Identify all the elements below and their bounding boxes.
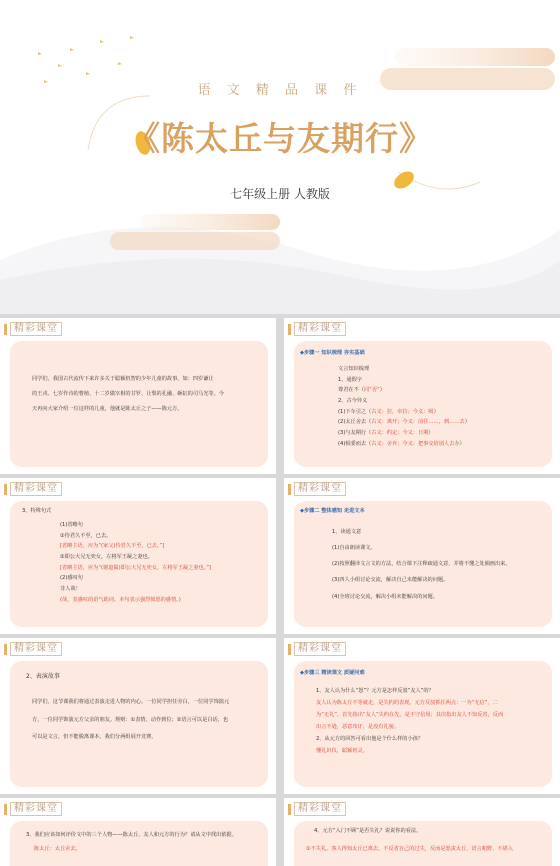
slide-7[interactable] — [0, 798, 276, 866]
cover-title: 《陈太丘与友期行》 — [127, 119, 433, 158]
knowledge-list: 文言知识梳理 1、通假字 尊君在不（同“否”） 2、古今异义 (1)下车引之（古义：拉，牵拉；今义：吸） (2)太丘舍去（古义：离开；今义：前往……，到……去） (3)与友期行（古义：约定；今义：日期） (4)相委而去（古义：舍弃；今义：把事交给别人去办） — [338, 366, 470, 447]
section-tag: 精彩课堂 — [4, 642, 62, 656]
section-tag: 精彩课堂 — [4, 802, 62, 816]
section-tag: 精彩课堂 — [4, 482, 62, 496]
step-heading: ◆步骤三 精读课文 质疑问难 — [300, 670, 365, 676]
slide-5[interactable] — [0, 638, 276, 794]
performance-text: 同学们，这节课我们将通过表演走进人物的内心。一位同学担任旁白，一位同学饰演元 方，一位同学饰演元方父亲的朋友。规则：①表情、动作到位；②语言可以是白话，也 可以是文言，但不能脱离课本。我们分两组展开竞赛。 — [32, 699, 230, 741]
intro-text: 同学们，我国古代流传下来许多关于聪颖机智的少年儿童的故事，如：四岁谦让 的王戎、七岁作诗的曹植、十二岁做宰相的甘罗、让梨的孔融、砸缸的司马光等。今 天再向大家介绍一位这样的儿童，他就是陈太丘之子——陈元方。 — [32, 376, 224, 413]
reading-steps: 1、读通文意 (1)自由朗读课文。 (2)按照翻译文言文的方法，结合课下注释疏通文意，并将不懂之处圈画出来。 (3)四人小组讨论交流，解决自己未能解决的问题。 (4)全班讨论交流，解决小组未能解决的问题。 — [332, 529, 511, 600]
cover-grade: 七年级上册 人教版 — [230, 187, 330, 201]
section-number: 3、特殊句式 — [22, 508, 52, 514]
cover-subtitle: 语 文 精 品 课 件 — [197, 83, 363, 98]
syntax-list: (1)省略句 ①待君久不至，已去。 [省略主语，应为“(家父)待君久不至，已去。”] ②即公大兄无奕女，左将军王凝之妻也。 [省略主语，应为“(谢道韫)即公大兄无奕女，左将军王凝之妻也。”] (2)感叹句 非人哉！ (哉，表感叹的语气助词。本句表示强烈愤怒的感情。) — [60, 522, 211, 603]
slide-2[interactable] — [284, 318, 560, 474]
content-panel — [10, 821, 268, 866]
slide-4[interactable] — [284, 478, 560, 634]
question-text: 3、我们应该如何评价文中的三个人物——陈太丘、友人和元方的行为？请从文中找出依据。 — [26, 832, 237, 838]
section-tag: 精彩课堂 — [288, 802, 346, 816]
section-tag: 精彩课堂 — [4, 322, 62, 336]
section-tag: 精彩课堂 — [288, 322, 346, 336]
section-tag: 精彩课堂 — [288, 482, 346, 496]
question-text: 4、元方“入门不顾”是否失礼？说说你的看法。 — [314, 828, 422, 834]
step-heading: ◆步骤二 整体感知 走进文本 — [300, 508, 365, 514]
section-number: 2、表演故事 — [26, 673, 60, 680]
step-heading: ◆步骤一 知识梳理 夯实基础 — [300, 350, 365, 356]
slide-6[interactable] — [284, 638, 560, 794]
cover-slide[interactable] — [0, 0, 560, 314]
answer-text: ①不失礼。客人得知太丘已离去，不反省自己的过失，反而是怒责太丘，语言粗野，不堪入 — [306, 846, 513, 852]
slide-3[interactable] — [0, 478, 276, 634]
question-list: 1、友人认为什么“怒”？元方是怎样反驳“友人”的？ 友人认为陈太丘不等就走，是失约的表现。元方反驳抓住两点：一为“无信”，二 为“无礼”。首先指出“友人”失约在先，是不守信用；其次指出友人不知反省，反而 出言不逊，恶意攻讦，是没有礼貌。 2、从元方的回答可看出他是个什么样的小孩？ 懂礼识仪，聪颖机灵。 — [316, 688, 504, 754]
section-tag: 精彩课堂 — [288, 642, 346, 656]
slide-8[interactable] — [284, 798, 560, 866]
answer-text: 陈太丘：太丘舍去。 — [34, 846, 81, 852]
slide-1[interactable] — [0, 318, 276, 474]
